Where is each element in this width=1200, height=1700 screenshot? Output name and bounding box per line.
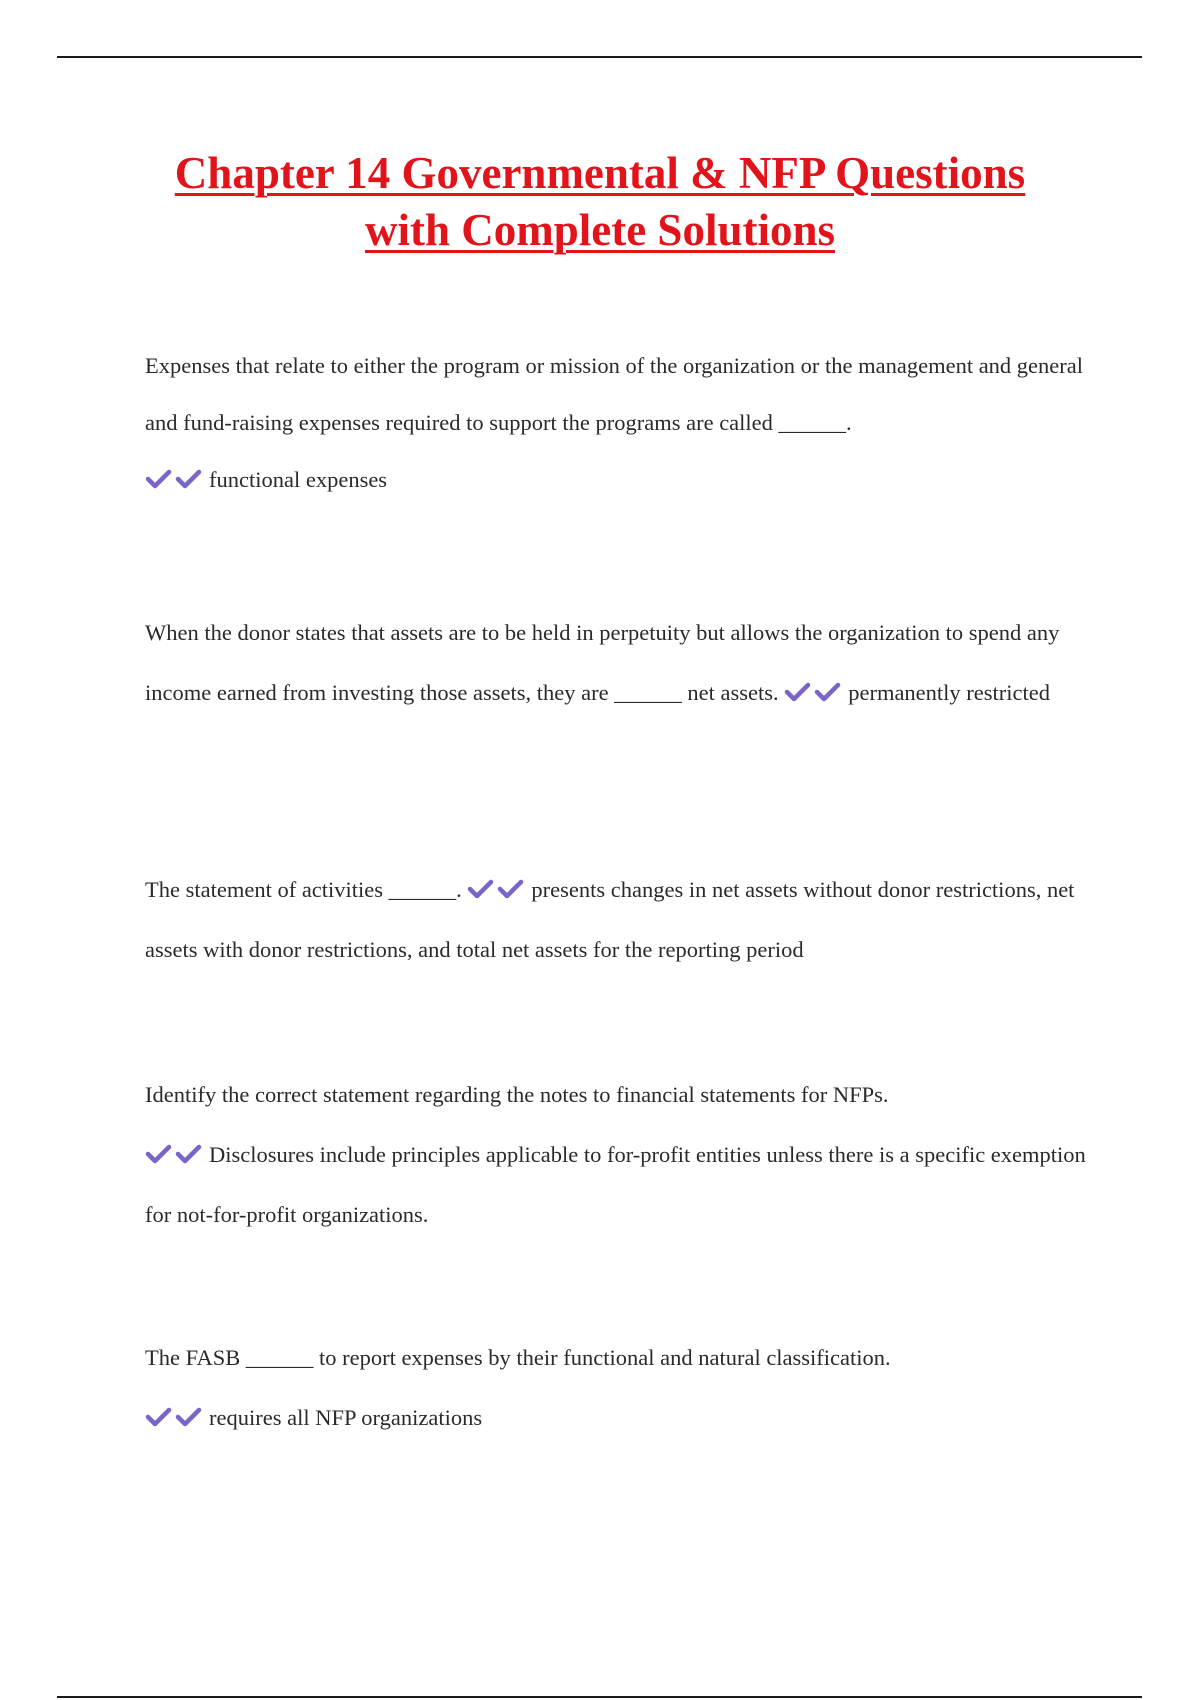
double-check-icon [467, 878, 525, 900]
answer-line [145, 451, 1100, 508]
answer-line [145, 1125, 1100, 1245]
qa-paragraph [145, 860, 1100, 980]
top-rule [57, 56, 1142, 58]
qa-item-3 [145, 860, 1100, 980]
document-title [60, 145, 1140, 259]
double-check-icon [145, 468, 203, 490]
question-text: The statement of activities ______. [145, 877, 462, 902]
answer-text: requires all NFP organizations [209, 1405, 483, 1430]
title-line-2: with Complete Solutions [364, 205, 836, 255]
qa-paragraph [145, 603, 1100, 723]
answer-text: functional expenses [209, 467, 388, 492]
answer-text: permanently restricted [848, 680, 1051, 705]
title-line-1: Chapter 14 Governmental & NFP Questions [174, 148, 1026, 198]
question-text: The FASB ______ to report expenses by their functional and natural classification. [145, 1345, 891, 1370]
answer-line [145, 1388, 1100, 1448]
question-text: When the donor states that assets are to be held in perpetuity but allows the organization to spend any income earned from investing those assets, they are ______ net assets. [145, 620, 1060, 705]
qa-item-2 [145, 603, 1100, 723]
double-check-icon [145, 1406, 203, 1428]
bottom-rule [57, 1696, 1142, 1698]
question-text: Expenses that relate to either the program or mission of the organization or the management and general and fund-raising expenses required to support the programs are called ______. [145, 353, 1084, 435]
qa-item-1 [145, 337, 1100, 508]
double-check-icon [145, 1143, 203, 1165]
answer-text: Disclosures include principles applicable to for-profit entities unless there is a specific exemption for not-for-profit organizations. [145, 1142, 1086, 1227]
double-check-icon [784, 681, 842, 703]
qa-item-5 [145, 1328, 1100, 1448]
qa-item-4 [145, 1065, 1100, 1245]
question-text: Identify the correct statement regarding the notes to financial statements for NFPs. [145, 1082, 889, 1107]
answer-text: presents changes in net assets without donor restrictions, net assets with donor restrictions, and total net assets for the reporting period [145, 877, 1075, 962]
